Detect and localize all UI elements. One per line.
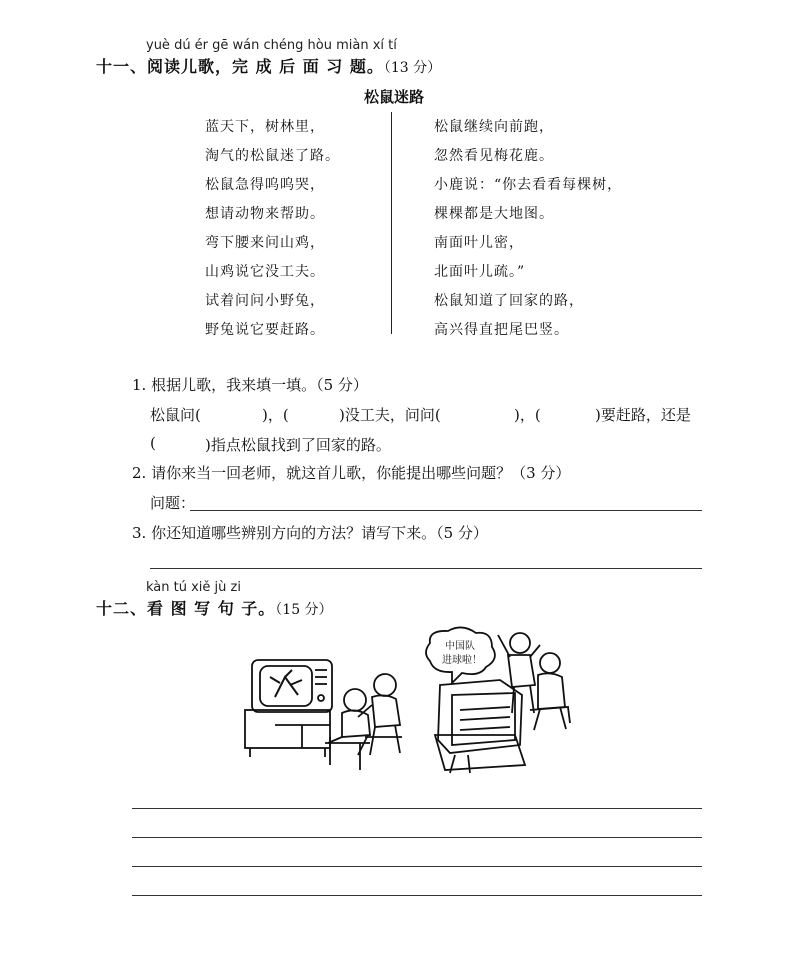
- poem-line: 松鼠急得呜呜哭，: [205, 177, 325, 193]
- section11-heading: [96, 54, 441, 77]
- section11-score: （13 分）: [383, 60, 442, 76]
- answer-line[interactable]: [132, 808, 702, 809]
- poem-line: 松鼠知道了回家的路，: [434, 293, 584, 309]
- section12-heading: [96, 596, 333, 619]
- tv-screen: [260, 666, 312, 706]
- poem-line: 松鼠继续向前跑，: [434, 119, 554, 135]
- answer-line[interactable]: [150, 568, 702, 569]
- fill-text: (: [150, 434, 156, 452]
- fill-text: )指点松鼠找到了回家的路。: [205, 436, 391, 454]
- poem-line: 试着问问小野兔，: [205, 293, 325, 309]
- poem-line: 高兴得直把尾巴竖。: [434, 322, 569, 338]
- poem-line: 棵棵都是大地图。: [434, 206, 554, 222]
- illustration: [230, 625, 580, 775]
- poem-line: 南面叶儿密，: [434, 235, 524, 251]
- answer-line[interactable]: [190, 510, 702, 511]
- question-3-title: 3. 你还知道哪些辨别方向的方法？请写下来。（5 分）: [132, 524, 488, 542]
- tv-scene-left: [245, 660, 402, 770]
- section11-heading-text: 十一、阅读儿歌，完 成 后 面 习 题。: [96, 57, 384, 76]
- question-2-title: 2. 请你来当一回老师，就这首儿歌，你能提出哪些问题？（3 分）: [132, 464, 571, 482]
- fill-text: )，(: [514, 406, 541, 424]
- question-1-title: 1. 根据儿歌，我来填一填。（5 分）: [132, 376, 368, 394]
- section12-score: （15 分）: [275, 602, 333, 618]
- fill-text: )没工夫，问问(: [339, 406, 441, 424]
- poem-line: 淘气的松鼠迷了路。: [205, 148, 340, 164]
- fill-text: 松鼠问(: [150, 406, 201, 424]
- fill-text: )，(: [262, 406, 289, 424]
- poem-line: 北面叶儿疏。”: [434, 264, 526, 280]
- question-2-label: 问题：: [150, 494, 196, 512]
- child-figure: [344, 689, 366, 711]
- poem-line: 蓝天下，树林里，: [205, 119, 325, 135]
- adult-figure: [540, 653, 560, 673]
- answer-line[interactable]: [132, 866, 702, 867]
- fill-text: )要赶路，还是: [595, 406, 691, 424]
- poem-title: 松鼠迷路: [364, 88, 425, 106]
- poem-line: 弯下腰来问山鸡，: [205, 235, 325, 251]
- poem-line: 山鸡说它没工夫。: [205, 264, 325, 280]
- section12-heading-text: 十二、看 图 写 句 子。: [96, 599, 276, 618]
- poem-line: 小鹿说：“你去看看每棵树，: [434, 177, 623, 193]
- poem-line: 忽然看见梅花鹿。: [434, 148, 554, 164]
- bubble-text-1: 中国队: [445, 641, 475, 652]
- bubble-text-2: 进球啦！: [442, 655, 482, 666]
- poem-line: 野兔说它要赶路。: [205, 322, 325, 338]
- section11-pinyin: yuè dú ér gē wán chéng hòu miàn xí tí: [146, 38, 397, 53]
- section12-pinyin: kàn tú xiě jù zi: [146, 580, 241, 595]
- tv-cabinet: [245, 710, 330, 748]
- answer-line[interactable]: [132, 837, 702, 838]
- adult-figure: [510, 633, 530, 653]
- child-figure: [374, 674, 396, 696]
- poem-divider: [391, 112, 392, 334]
- answer-line[interactable]: [132, 895, 702, 896]
- poem-line: 想请动物来帮助。: [205, 206, 325, 222]
